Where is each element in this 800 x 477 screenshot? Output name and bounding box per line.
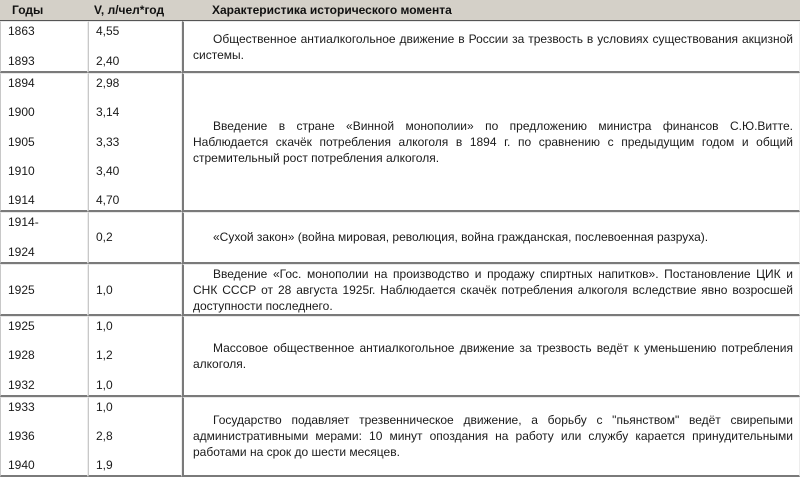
value: 0,2	[96, 230, 113, 245]
header-value: V, л/чел*год	[88, 0, 182, 21]
description-text: Введение в стране «Винной монополии» по предложению министра финансов С.Ю.Витте. Наблюдается скачёк потребления алкоголя в 1894 г. по сравнению с предыдущим годом и общий стремительный рост потребления алкоголя.	[193, 119, 793, 166]
description-text: «Сухой закон» (война мировая, революция, война гражданская, послевоенная разруха).	[213, 230, 709, 245]
value: 3,33	[96, 134, 120, 149]
year: 1900	[8, 105, 35, 120]
values-cell	[88, 73, 182, 212]
values-cell	[88, 264, 182, 316]
value: 1,0	[96, 282, 113, 297]
description-cell	[182, 316, 800, 396]
header-row	[0, 0, 800, 21]
value: 4,55	[96, 24, 120, 38]
year: 1928	[8, 348, 35, 363]
value: 1,0	[96, 319, 113, 334]
description-cell	[182, 21, 800, 73]
value: 4,70	[96, 192, 120, 207]
table-row	[0, 21, 800, 73]
value: 1,9	[96, 458, 113, 472]
year: 1932	[8, 377, 35, 392]
years-cell	[0, 316, 88, 396]
value: 2,40	[96, 54, 120, 69]
table-row	[0, 212, 800, 264]
table-row	[0, 73, 800, 212]
description-cell	[182, 212, 800, 264]
value: 1,0	[96, 377, 113, 392]
year: 1894	[8, 76, 35, 91]
year: 1893	[8, 54, 35, 69]
year: 1914-	[8, 214, 39, 229]
values-cell	[88, 316, 182, 396]
description-text: Массовое общественное антиалкогольное движение за трезвость ведёт к уменьшению потребления алкоголя.	[193, 340, 793, 371]
description-cell	[182, 397, 800, 477]
year: 1925	[8, 282, 35, 297]
value: 2,98	[96, 76, 120, 91]
description-cell	[182, 73, 800, 212]
description-text: Общественное антиалкогольное движение в России за трезвость в условиях существования акцизной системы.	[193, 31, 793, 62]
table-row	[0, 397, 800, 477]
year: 1936	[8, 428, 35, 443]
value: 3,40	[96, 163, 120, 178]
year: 1925	[8, 319, 35, 334]
year: 1924	[8, 245, 35, 260]
values-cell	[88, 212, 182, 264]
year: 1905	[8, 134, 35, 149]
description-cell	[182, 264, 800, 316]
year: 1910	[8, 163, 35, 178]
years-cell	[0, 397, 88, 477]
header-years: Годы	[0, 0, 88, 21]
header-description: Характеристика исторического момента	[182, 0, 800, 21]
table-row	[0, 316, 800, 396]
years-cell	[0, 264, 88, 316]
value: 1,0	[96, 399, 113, 414]
year: 1933	[8, 399, 35, 414]
description-text: Государство подавляет трезвенническое движение, а борьбу с "пьянством" ведёт свирепыми административными мерами: 10 минут опоздания на работу или службу карается принудительными работами на срок до шести месяцев.	[193, 413, 793, 460]
value: 1,2	[96, 348, 113, 363]
values-cell	[88, 21, 182, 73]
description-text: Введение «Гос. монополии на производство и продажу спиртных напитков». Постановление ЦИК и СНК СССР от 28 августа 1925г. Наблюдается скачёк потребления алкоголя вследствие явно возросшей доступности последнего.	[193, 266, 793, 313]
year: 1940	[8, 458, 35, 472]
table-row	[0, 264, 800, 316]
year: 1863	[8, 24, 35, 38]
year: 1914	[8, 192, 35, 207]
years-cell	[0, 21, 88, 73]
value: 3,14	[96, 105, 120, 120]
values-cell	[88, 397, 182, 477]
years-cell	[0, 212, 88, 264]
years-cell	[0, 73, 88, 212]
value: 2,8	[96, 428, 113, 443]
